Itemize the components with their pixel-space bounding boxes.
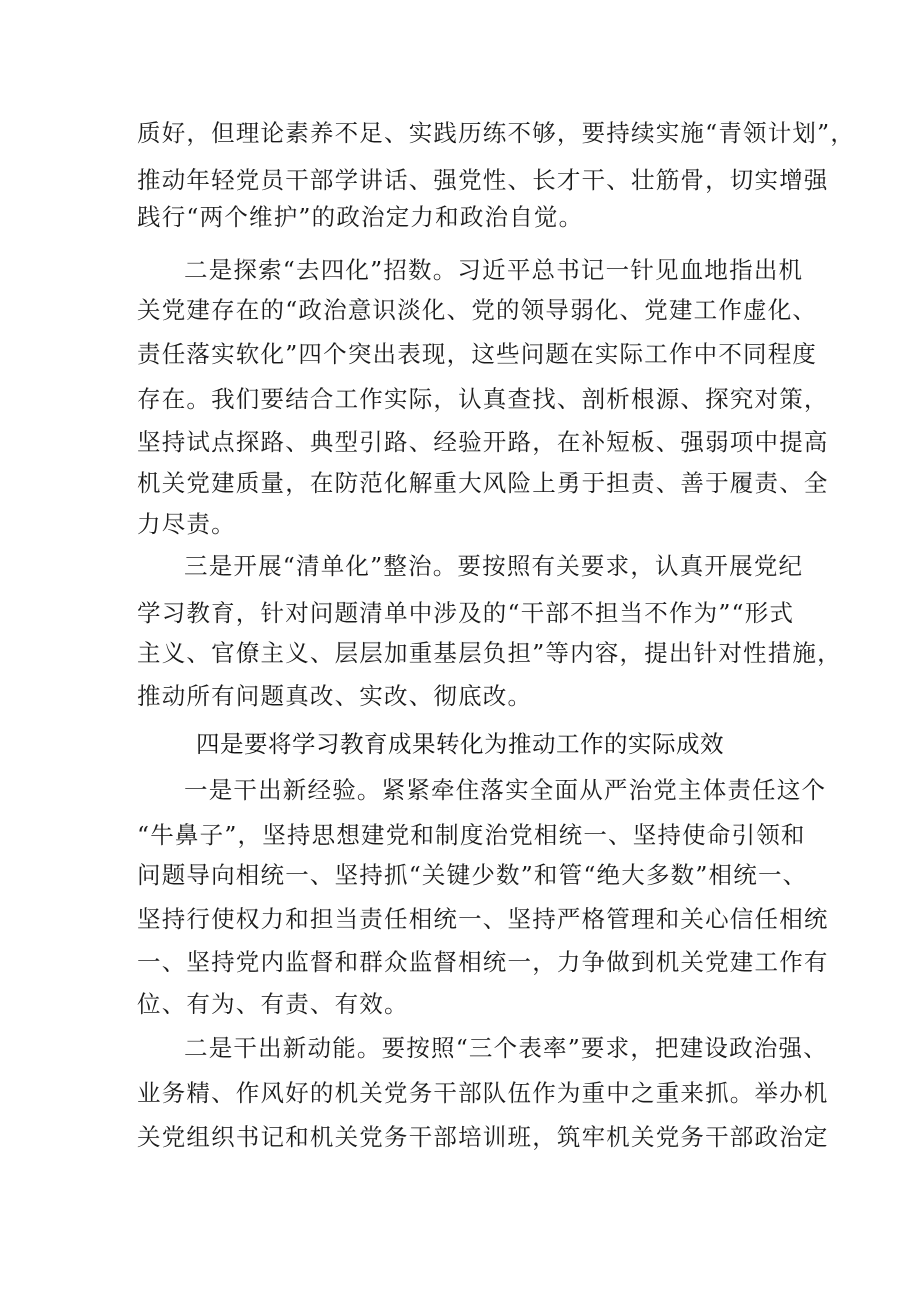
- section-paragraph-1-line-1: 一是干出新经验。紧紧牵住落实全面从严治党主体责任这个: [184, 776, 827, 804]
- paragraph-3-line-3: 主义、官僚主义、层层加重基层负担”等内容，提出针对性措施，: [137, 639, 842, 667]
- paragraph-2-line-4: 存在。我们要结合工作实际，认真查找、剖析根源、探究对策，: [137, 385, 829, 413]
- paragraph-2-line-1: 二是探索“去四化”招数。习近平总书记一针见血地指出机: [184, 256, 804, 284]
- section-paragraph-1-line-6: 位、有为、有责、有效。: [137, 990, 409, 1018]
- paragraph-1-line-2: 推动年轻党员干部学讲话、强党性、长才干、壮筋骨，切实增强: [137, 166, 829, 194]
- section-paragraph-2-line-1: 二是干出新动能。要按照“三个表率”要求，把建设政治强、: [184, 1034, 828, 1062]
- paragraph-1-line-3: 践行“两个维护”的政治定力和政治自觉。: [137, 203, 584, 231]
- paragraph-2-line-7: 力尽责。: [137, 510, 236, 538]
- paragraph-2-line-5: 坚持试点探路、典型引路、经验开路，在补短板、强弱项中提高: [137, 428, 829, 456]
- paragraph-2-line-3: 责任落实软化”四个突出表现，这些问题在实际工作中不同程度: [137, 340, 818, 368]
- section-paragraph-1-line-3: 问题导向相统一、坚持抓“关键少数”和管“绝大多数”相统一、: [137, 861, 808, 889]
- section-paragraph-1-line-2: “牛鼻子”，坚持思想建党和制度治党相统一、坚持使命引领和: [137, 821, 806, 849]
- paragraph-3-line-4: 推动所有问题真改、实改、彻底改。: [137, 682, 533, 710]
- section-paragraph-2-line-2: 业务精、作风好的机关党务干部队伍作为重中之重来抓。举办机: [137, 1079, 829, 1107]
- section-paragraph-1-line-5: 一、坚持党内监督和群众监督相统一，力争做到机关党建工作有: [137, 948, 829, 976]
- paragraph-3-line-1: 三是开展“清单化”整治。要按照有关要求，认真开展党纪: [184, 552, 804, 580]
- section-paragraph-2-line-3: 关党组织书记和机关党务干部培训班，筑牢机关党务干部政治定: [137, 1123, 829, 1151]
- paragraph-1-line-1: 质好，但理论素养不足、实践历练不够，要持续实施“青领计划”，: [137, 119, 856, 147]
- paragraph-2-line-6: 机关党建质量，在防范化解重大风险上勇于担责、善于履责、全: [137, 469, 829, 497]
- section-heading: 四是要将学习教育成果转化为推动工作的实际成效: [196, 730, 724, 758]
- section-paragraph-1-line-4: 坚持行使权力和担当责任相统一、坚持严格管理和关心信任相统: [137, 905, 829, 933]
- paragraph-3-line-2: 学习教育，针对问题清单中涉及的“干部不担当不作为”“形式: [137, 599, 795, 627]
- paragraph-2-line-2: 关党建存在的“政治意识淡化、党的领导弱化、党建工作虚化、: [137, 296, 818, 324]
